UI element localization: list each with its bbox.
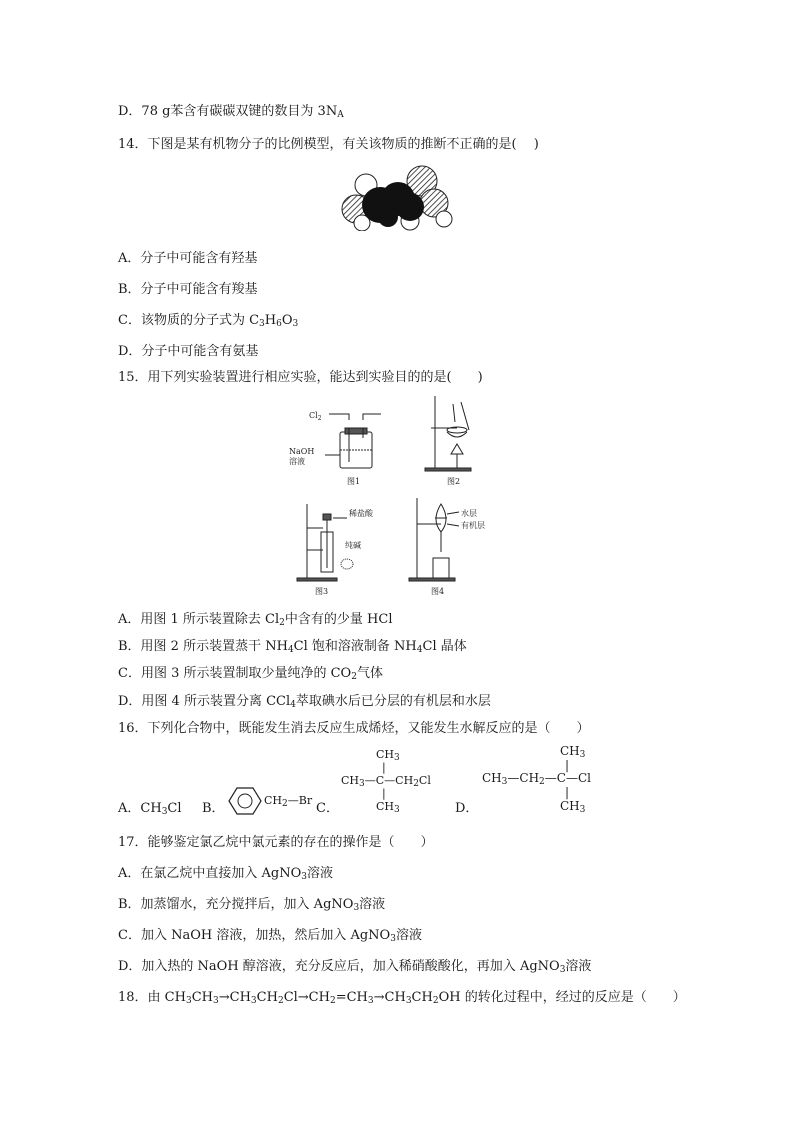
q16-d-top-methyl: $CH_3$: [560, 744, 586, 760]
q16-stem: 16．下列化合物中，既能发生消去反应生成烯烃，又能发生水解反应的是（ ）: [118, 721, 590, 736]
q15-option-b: B．用图 2 所示装置蒸干 $NH_4Cl$ 饱和溶液制备 $NH_4Cl$ 晶体: [118, 639, 467, 655]
fig4-water-label: 水层: [461, 509, 477, 518]
apparatus-fig1: [325, 414, 381, 468]
q15-option-d: D．用图 4 所示装置分离 CCl$_4$萃取碘水后已分层的有机层和水层: [118, 694, 491, 710]
q18-stem: 18．由 $CH_3CH_3\to CH_3CH_2Cl\to CH_2=CH_3\to CH_3CH_2OH$ 的转化过程中，经过的反应是（ ）: [118, 990, 686, 1006]
q16-c-main-chain: $CH_3—C—CH_2Cl$: [341, 774, 431, 789]
q14-option-c: C．该物质的分子式为 $C_3H_6O_3$: [118, 313, 299, 329]
q16-c-bond-up: |: [382, 761, 386, 774]
fig1-cl2-label: $Cl_2$: [309, 411, 322, 422]
q17-option-a: A．在氯乙烷中直接加入 AgNO$_3$溶液: [118, 866, 334, 882]
q17-option-b: B．加蒸馏水，充分搅拌后，加入 AgNO$_3$溶液: [118, 897, 386, 913]
q16-option-b-chain: $CH_2—Br$: [264, 794, 313, 809]
q14-option-a: A．分子中可能含有羟基: [118, 251, 258, 266]
q17-option-c: C．加入 NaOH 溶液，加热，然后加入 AgNO$_3$溶液: [118, 928, 422, 944]
fig3-caption: 图3: [315, 587, 329, 596]
fig3-hcl-label: 稀盐酸: [349, 509, 373, 518]
q16-option-b-label: B．: [202, 801, 225, 816]
fig2-caption: 图2: [447, 477, 461, 486]
q13-option-d: D．78 g苯含有碳碳双键的数目为 $3N_A$: [118, 104, 344, 120]
q16-d-bond-down: |: [565, 785, 570, 799]
molecule-model-figure: [336, 165, 456, 231]
fig1-caption: 图1: [347, 477, 361, 486]
fig1-naoh-label: NaOH: [289, 447, 315, 456]
q14-option-b: B．分子中可能含有羧基: [118, 282, 258, 297]
q16-option-d-label: D．: [455, 801, 479, 816]
apparatus-figure: [285, 392, 525, 598]
fig1-solution-label: 溶液: [289, 457, 305, 466]
q16-option-a: A．$CH_3Cl$: [118, 801, 182, 817]
q15-option-a: A．用图 1 所示装置除去 $Cl_2$中含有的少量 HCl: [118, 612, 393, 628]
q14-stem: 14．下图是某有机物分子的比例模型，有关该物质的推断不正确的是( ): [118, 137, 539, 152]
q15-stem: 15．用下列实验装置进行相应实验，能达到实验目的的是( ): [118, 370, 483, 385]
q16-d-bottom-methyl: $CH_3$: [560, 799, 586, 815]
q15-option-c: C．用图 3 所示装置制取少量纯净的 $CO_2$气体: [118, 666, 383, 682]
apparatus-fig2: [425, 396, 471, 471]
q16-d-main-chain: $CH_3—CH_2—C—Cl$: [482, 771, 591, 787]
q16-c-bond-down: |: [382, 787, 386, 800]
q17-stem: 17．能够鉴定氯乙烷中氯元素的存在的操作是（ ）: [118, 835, 434, 850]
fig4-caption: 图4: [431, 587, 445, 596]
fig4-organic-label: 有机层: [461, 521, 485, 530]
q14-option-d: D．分子中可能含有氨基: [118, 344, 259, 359]
q16-d-bond-up: |: [565, 758, 570, 772]
q16-c-bottom-methyl: $CH_3$: [376, 800, 400, 815]
apparatus-fig4: [409, 498, 459, 581]
q17-option-d: D．加入热的 NaOH 醇溶液，充分反应后，加入稀硝酸酸化，再加入 AgNO$_3$溶液: [118, 959, 592, 975]
q16-option-c-label: C．: [316, 801, 339, 816]
q16-c-top-methyl: $CH_3$: [376, 748, 400, 763]
benzene-ring-icon: [228, 786, 264, 816]
fig3-soda-label: 纯碱: [345, 541, 361, 550]
